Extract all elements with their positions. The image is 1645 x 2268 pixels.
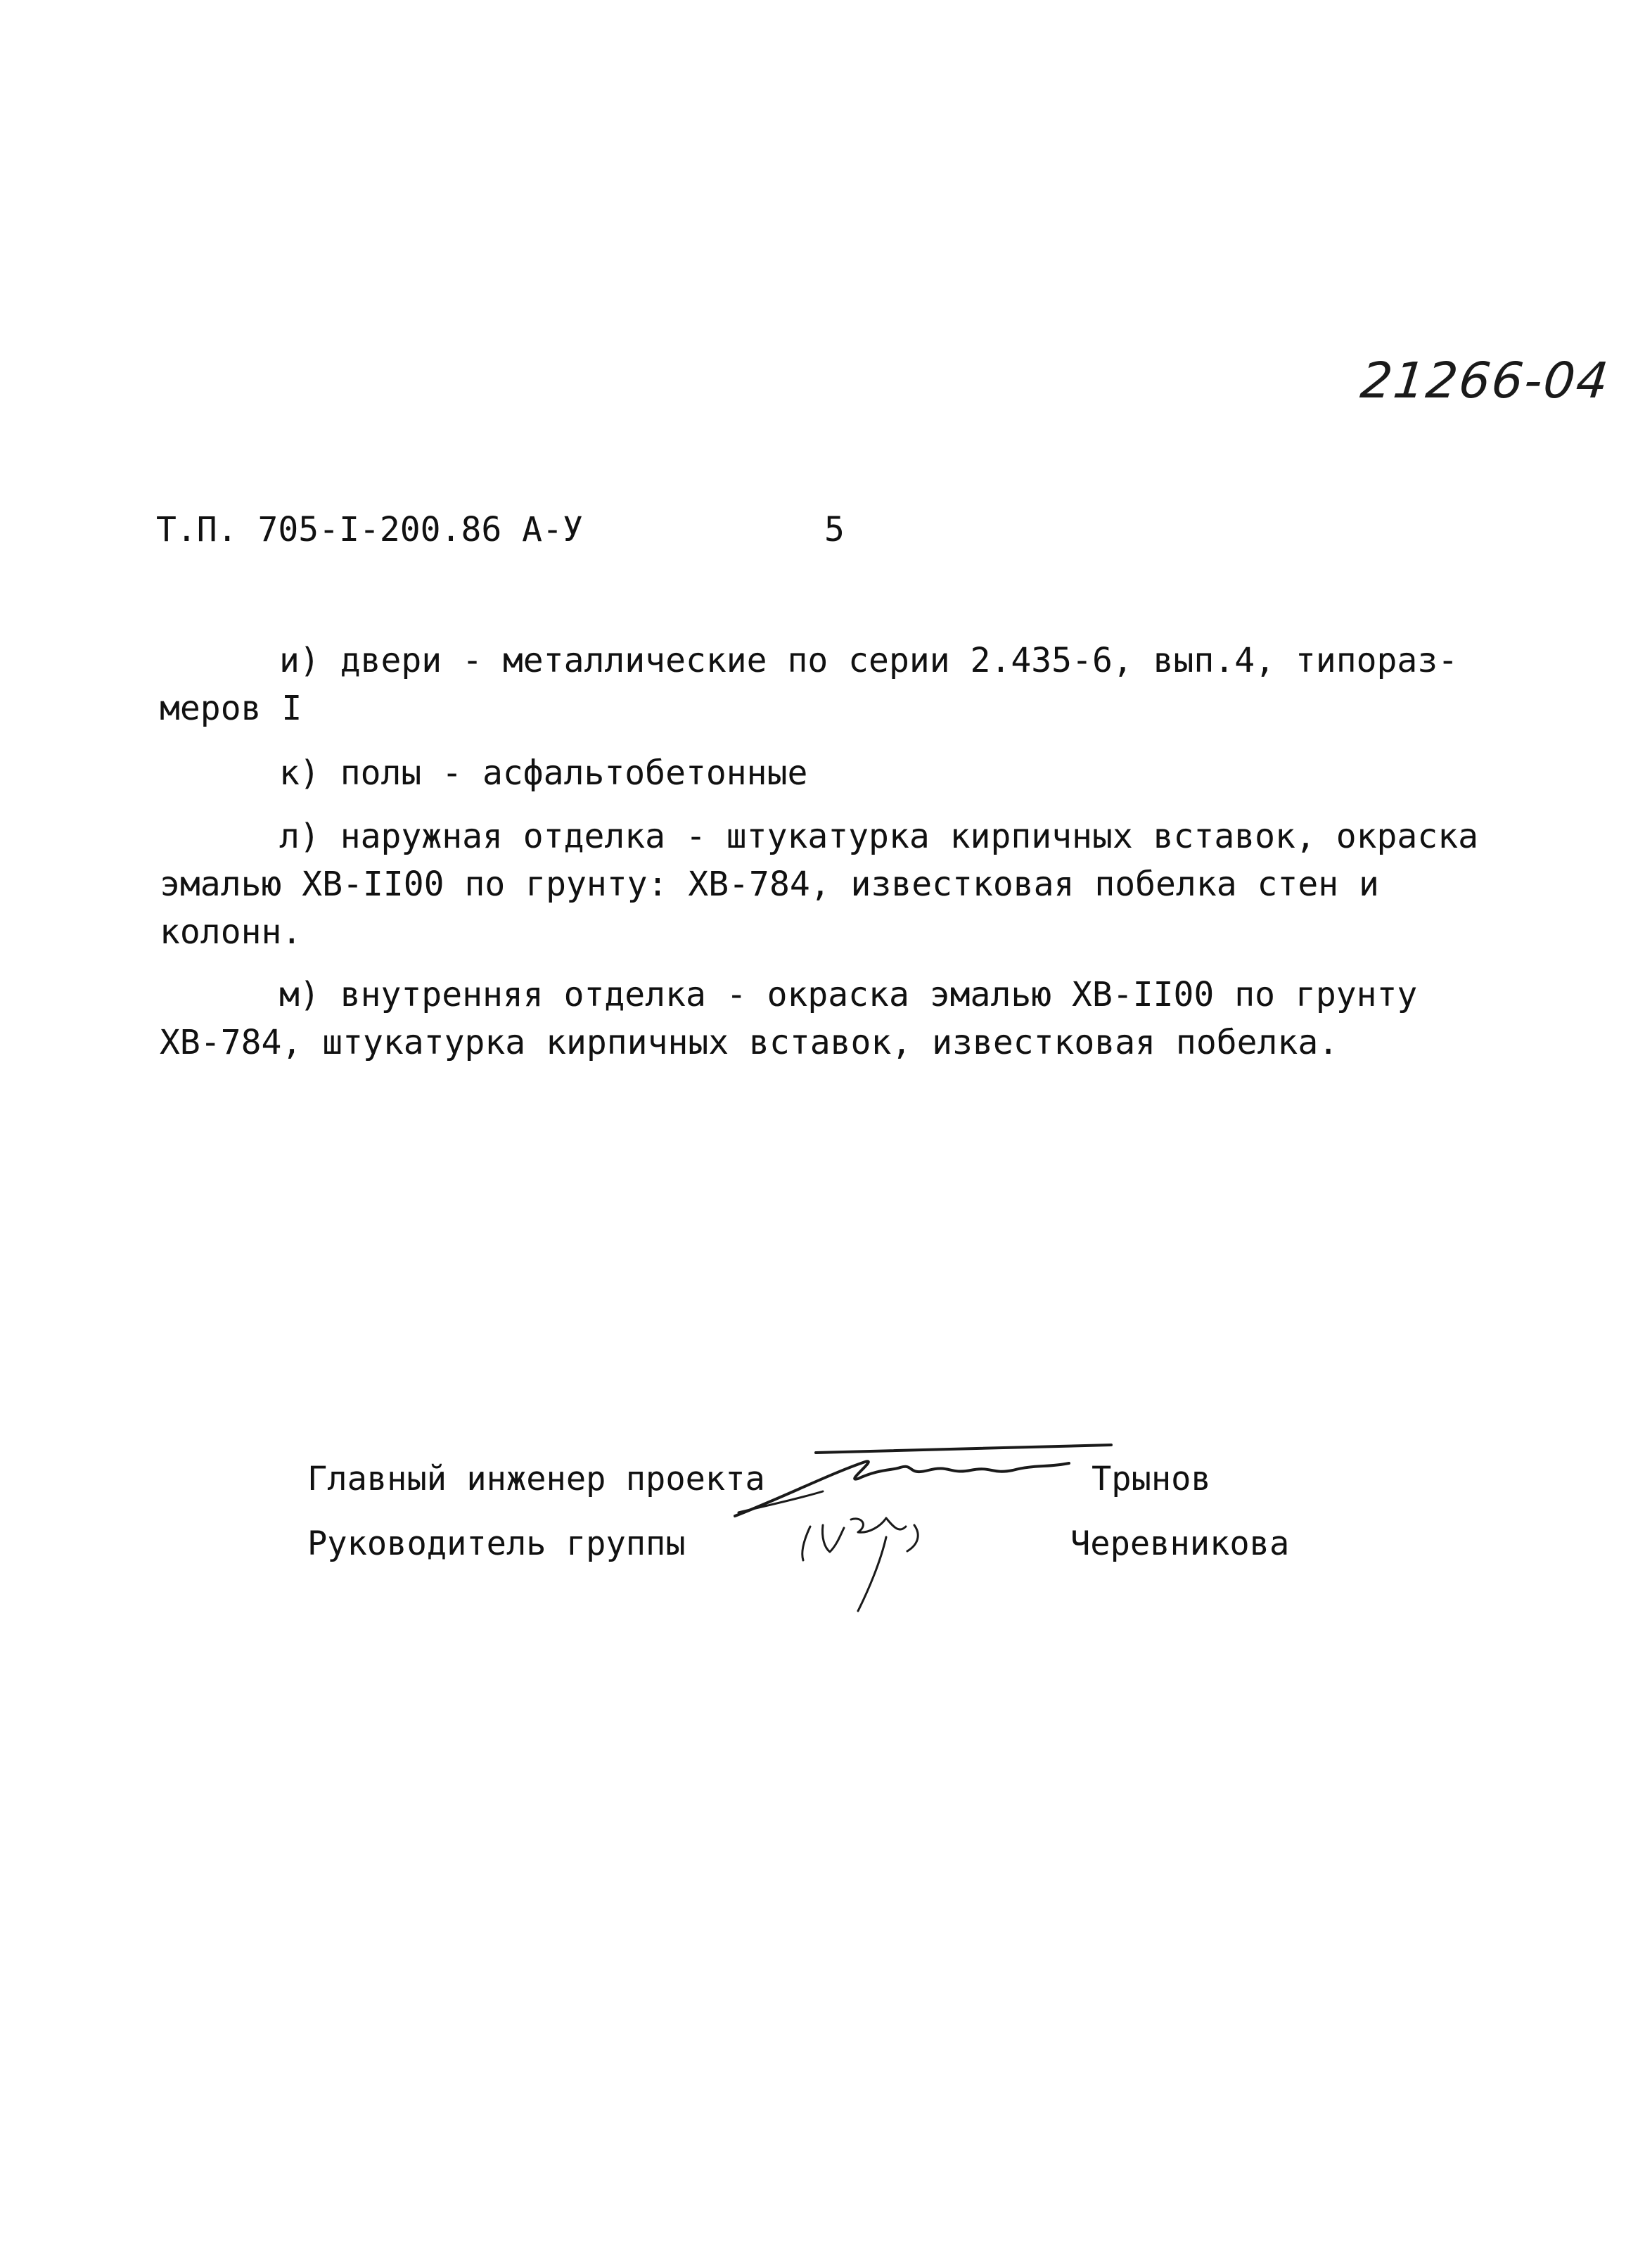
paragraph-line: меров I — [160, 689, 302, 728]
signature-name-group-leader: Черевникова — [1070, 1524, 1290, 1563]
paragraph-line: колонн. — [160, 912, 302, 952]
signature-lower-stem — [858, 1537, 886, 1611]
document-code: Т.П. 705-I-200.86 А-У — [156, 510, 583, 549]
signature-lower-hook — [907, 1525, 918, 1551]
signature-upper-stroke — [816, 1445, 1111, 1453]
handwritten-document-number: 21266-04 — [1357, 352, 1613, 409]
signature-lower-mark-2 — [822, 1525, 844, 1552]
signature-lower-mark-3 — [851, 1518, 906, 1532]
paragraph-line: и) двери - металлические по серии 2.435-6, вып.4, типораз- — [279, 641, 1459, 680]
signature-lower-mark — [802, 1527, 810, 1560]
paragraph-line: к) полы - асфальтобетонные — [279, 753, 808, 793]
page-number: 5 — [824, 510, 845, 549]
signature-role-chief-engineer: Главный инженер проекта — [307, 1460, 765, 1498]
paragraph-line: ХВ-784, штукатурка кирпичных вставок, известковая побелка. — [160, 1023, 1339, 1062]
handwritten-signatures — [717, 1421, 1125, 1632]
paragraph-line: м) внутренняя отделка - окраска эмалью ХВ-II00 по грунту — [279, 975, 1418, 1014]
signature-role-group-leader: Руководитель группы — [307, 1524, 686, 1563]
paragraph-line: л) наружная отделка - штукатурка кирпичных вставок, окраска — [279, 817, 1479, 856]
signature-upper-tail — [738, 1491, 823, 1512]
signature-name-chief-engineer: Трынов — [1092, 1460, 1211, 1498]
paragraph-line: эмалью ХВ-II00 по грунту: ХВ-784, известковая побелка стен и — [160, 865, 1379, 904]
signature-upper-loop — [735, 1461, 1069, 1516]
